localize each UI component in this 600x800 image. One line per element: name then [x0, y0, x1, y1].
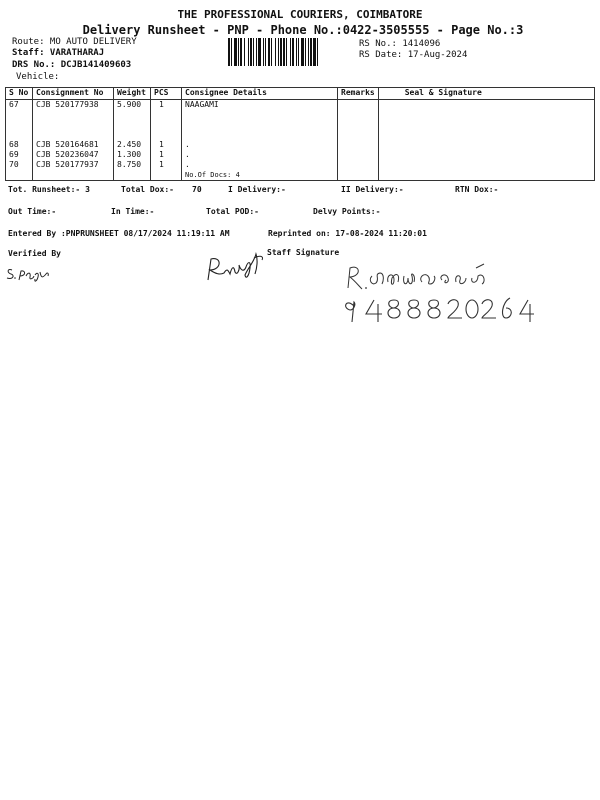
barcode-bar [275, 38, 276, 66]
barcode-bar [310, 38, 312, 66]
cell-weight: 1.300 [114, 150, 151, 160]
consignment-table [5, 87, 595, 181]
in-time: In Time:- [111, 207, 155, 216]
table-row [6, 160, 595, 170]
cell-sno: 67 [6, 100, 33, 140]
cell-pcs: 1 [151, 160, 182, 170]
cell-pcs: 1 [151, 140, 182, 150]
table-row [6, 170, 595, 181]
drs-number: DRS No.: DCJB141409603 [12, 60, 132, 70]
cell-consignee: . [182, 160, 338, 170]
table-row [6, 100, 595, 140]
barcode-bar [240, 38, 242, 66]
reprinted-on: Reprinted on: 17-08-2024 11:20:01 [268, 229, 427, 238]
col-sno: S No [6, 88, 33, 100]
entered-by: Entered By :PNPRUNSHEET 08/17/2024 11:19:11 AM [8, 229, 230, 238]
barcode [228, 38, 352, 66]
barcode-bar [317, 38, 318, 66]
cell-weight: 8.750 [114, 160, 151, 170]
cell-sno: 70 [6, 160, 33, 170]
barcode-bar [258, 38, 261, 66]
col-weight: Weight [114, 88, 151, 100]
table-row [6, 150, 595, 160]
col-seal-signature: Seal & Signature [378, 88, 594, 100]
barcode-bar [244, 38, 245, 66]
rtn-dox: RTN Dox:- [455, 185, 499, 194]
runsheet-title: Delivery Runsheet - PNP - Phone No.:0422-3505555 - Page No.:3 [82, 23, 524, 37]
cell-pcs: 1 [151, 150, 182, 160]
route-label: Route: MO AUTO DELIVERY [12, 37, 137, 47]
rs-number: RS No.: 1414096 [359, 39, 441, 49]
barcode-bar [263, 38, 264, 66]
i-delivery: I Delivery:- [228, 185, 286, 194]
rs-date: RS Date: 17-Aug-2024 [359, 50, 468, 60]
staff-label: Staff: VARATHARAJ [12, 48, 105, 58]
total-dox-label: Total Dox:- [121, 185, 174, 194]
barcode-bar [313, 38, 316, 66]
barcode-bar [292, 38, 294, 66]
total-dox-value: 70 [192, 185, 202, 194]
barcode-bar [253, 38, 254, 66]
tot-runsheet: Tot. Runsheet:- 3 [8, 185, 90, 194]
barcode-bar [298, 38, 299, 66]
col-pcs: PCS [151, 88, 182, 100]
cell-consignee: . [182, 140, 338, 150]
cell-weight: 5.900 [114, 100, 151, 140]
barcode-bar [301, 38, 304, 66]
cell-remarks [338, 100, 379, 140]
barcode-bar [231, 38, 232, 66]
cell-sno: 68 [6, 140, 33, 150]
table-header-row [6, 88, 595, 100]
verified-by: Verified By [8, 249, 61, 258]
staff-signature-label: Staff Signature [267, 248, 340, 257]
ii-delivery: II Delivery:- [341, 185, 404, 194]
col-consignment: Consignment No [33, 88, 114, 100]
barcode-bar [296, 38, 297, 66]
barcode-bar [268, 38, 270, 66]
verifier-initials-handwriting [4, 262, 64, 284]
barcode-bar [290, 38, 291, 66]
company-name: THE PROFESSIONAL COURIERS, COIMBATORE [177, 8, 423, 21]
barcode-bar [280, 38, 282, 66]
cell-consignment: CJB 520236047 [33, 150, 114, 160]
cell-consignment: CJB 520164681 [33, 140, 114, 150]
receiver-phone-handwriting [338, 292, 538, 326]
barcode-bar [250, 38, 252, 66]
barcode-bar [271, 38, 272, 66]
col-consignee: Consignee Details [182, 88, 338, 100]
cell-seal [378, 140, 594, 150]
col-remarks: Remarks [338, 88, 379, 100]
no-of-docs: No.Of Docs: 4 [182, 170, 338, 181]
barcode-bar [278, 38, 279, 66]
barcode-bar [265, 38, 266, 66]
cell-seal [378, 160, 594, 170]
cell-consignment: CJB 520177938 [33, 100, 114, 140]
cell-remarks [338, 150, 379, 160]
barcode-bar [248, 38, 249, 66]
out-time: Out Time:- [8, 207, 57, 216]
table-row [6, 140, 595, 150]
cell-pcs: 1 [151, 100, 182, 140]
barcode-bar [228, 38, 230, 66]
cell-sno: 69 [6, 150, 33, 160]
cell-consignment: CJB 520177937 [33, 160, 114, 170]
cell-consignee: NAAGAMI [182, 100, 338, 140]
barcode-bar [234, 38, 237, 66]
vehicle-label: Vehicle: [16, 72, 60, 82]
cell-remarks [338, 160, 379, 170]
barcode-bar [305, 38, 306, 66]
staff-signature-scribble [202, 250, 270, 286]
cell-consignee: . [182, 150, 338, 160]
barcode-bar [256, 38, 257, 66]
cell-weight: 2.450 [114, 140, 151, 150]
barcode-bar [283, 38, 285, 66]
receiver-name-handwriting [338, 262, 523, 296]
barcode-bar [238, 38, 239, 66]
barcode-bar [308, 38, 309, 66]
total-pod: Total POD:- [206, 207, 259, 216]
delvy-points: Delvy Points:- [313, 207, 381, 216]
barcode-bar [286, 38, 287, 66]
cell-seal [378, 100, 594, 140]
cell-seal [378, 150, 594, 160]
cell-remarks [338, 140, 379, 150]
